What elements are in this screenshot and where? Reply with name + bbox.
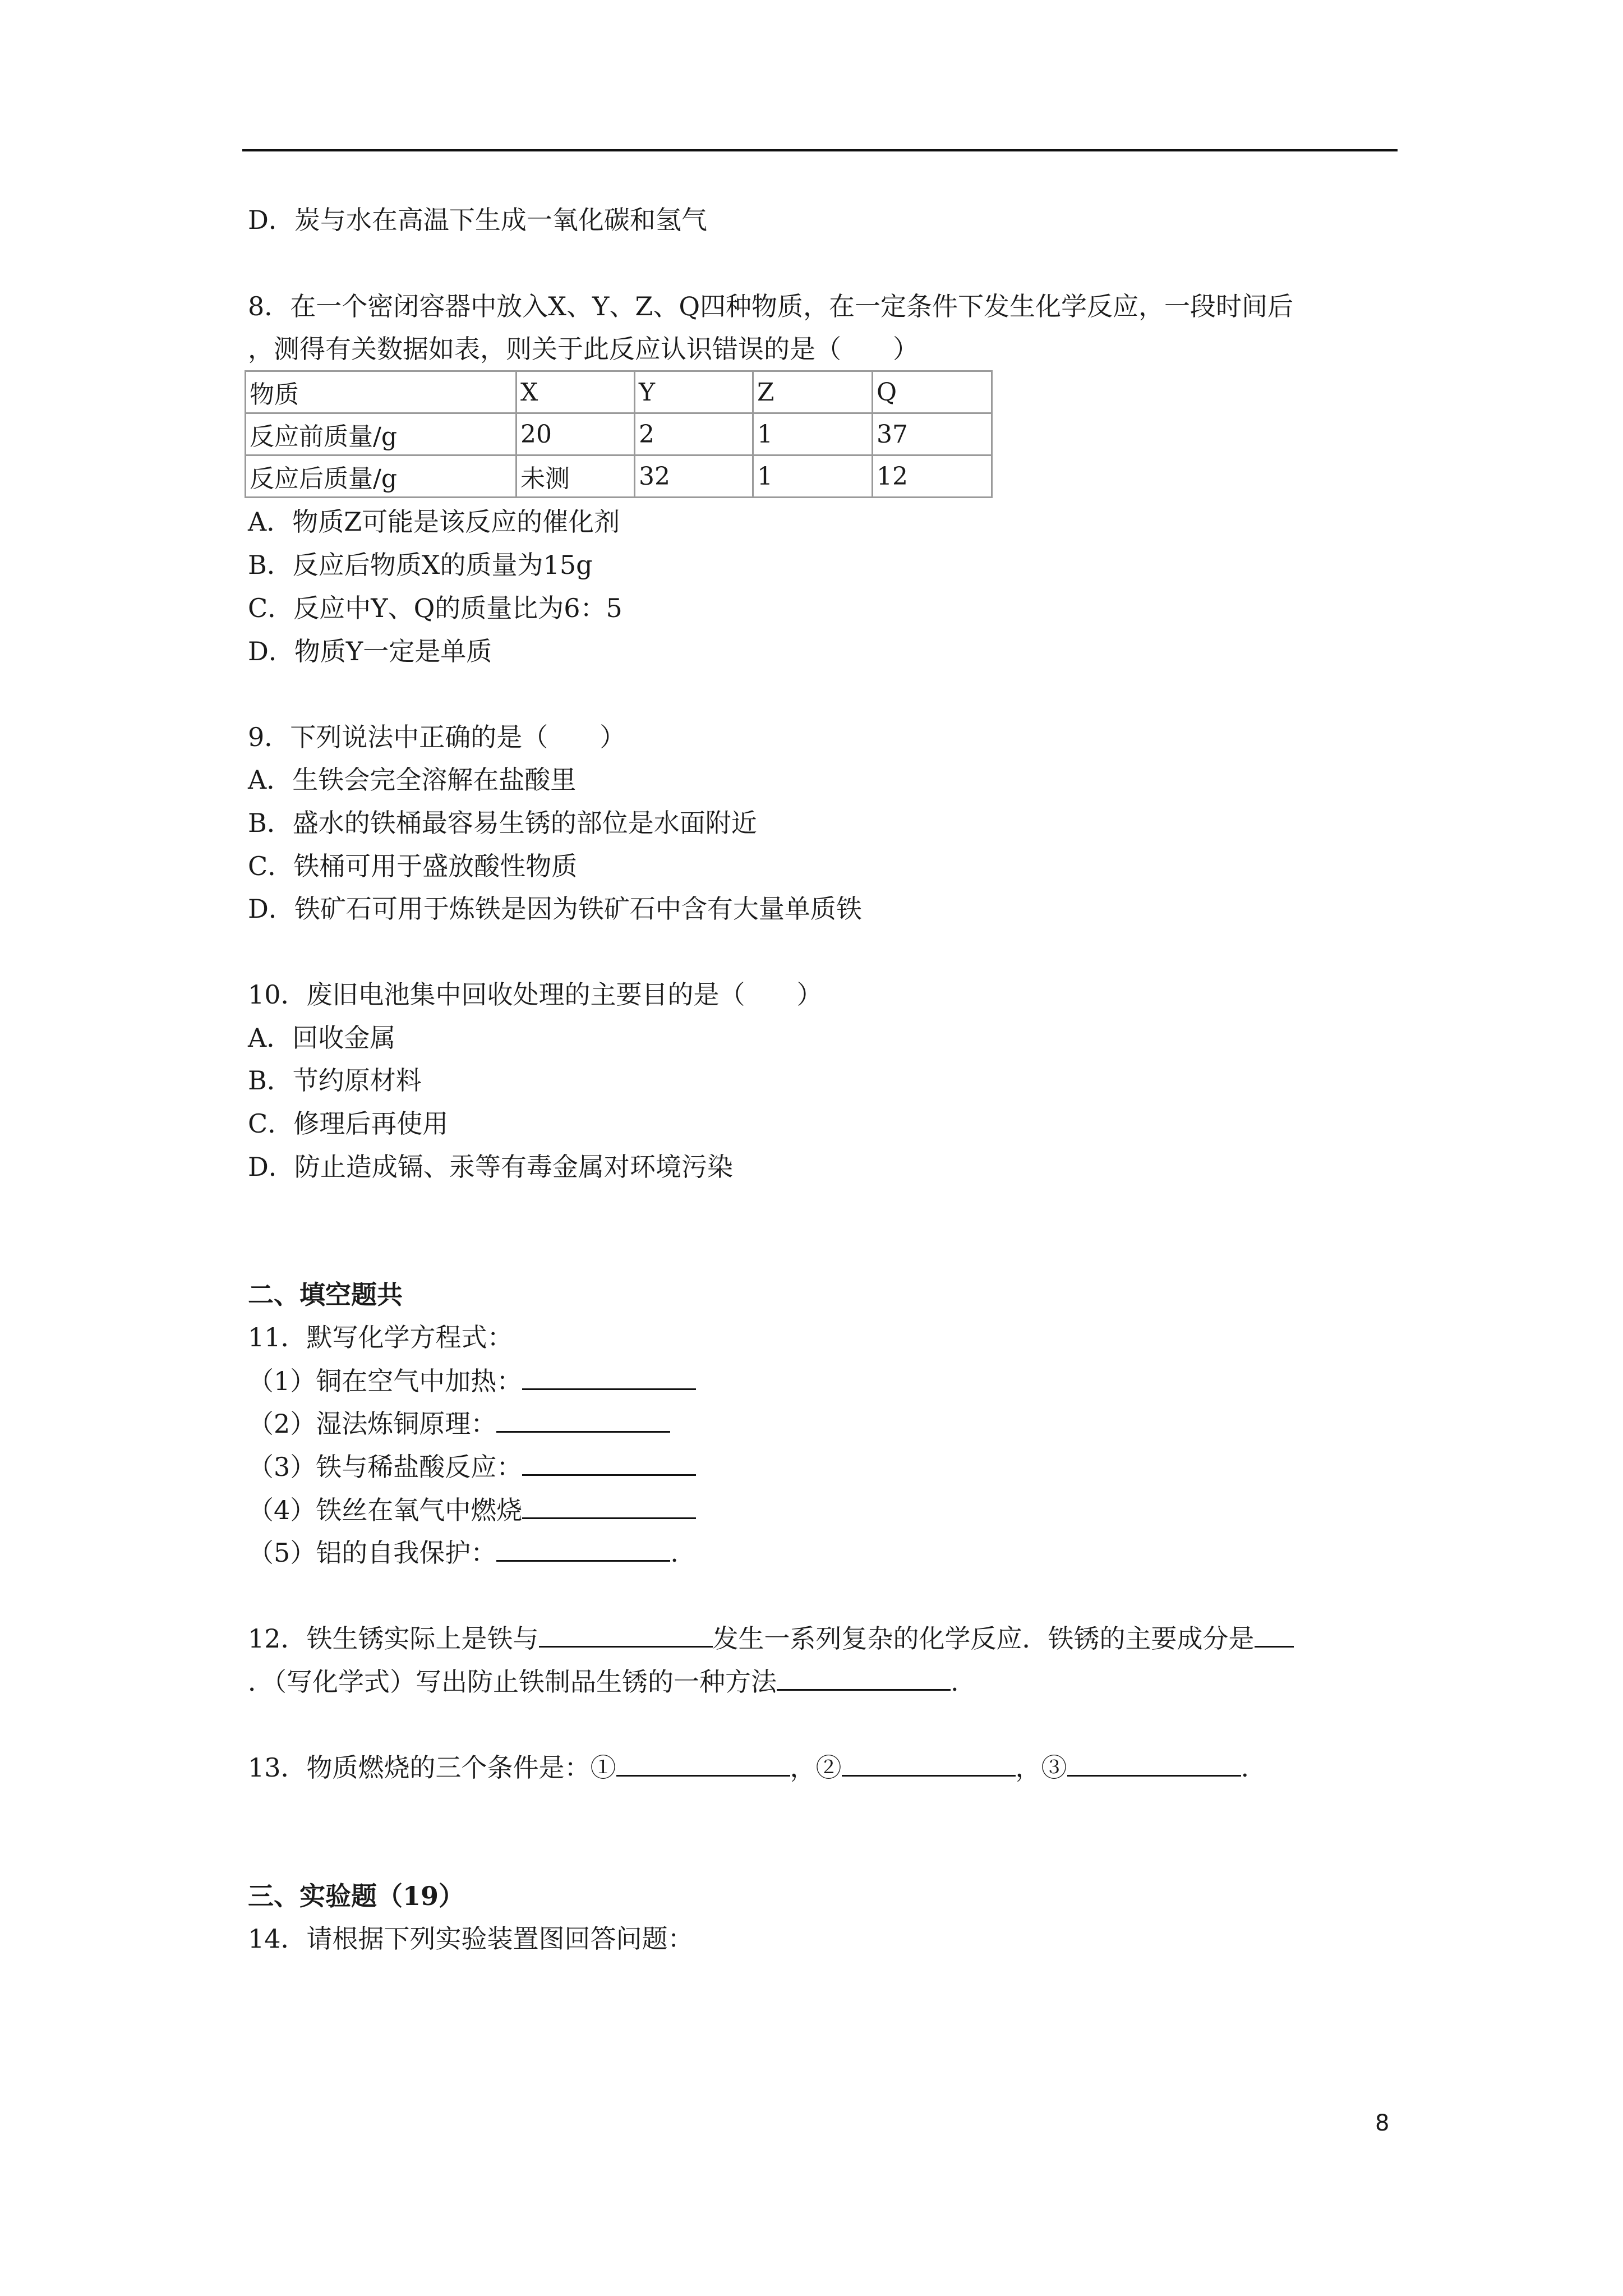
- q11-item-label: （3）铁与稀盐酸反应：: [248, 1452, 523, 1482]
- answer-blank[interactable]: [522, 1493, 696, 1519]
- table-cell: 反应前质量/g: [246, 413, 517, 455]
- q11-item-2: [248, 1406, 670, 1441]
- table-cell: 未测: [517, 455, 635, 498]
- answer-blank[interactable]: [539, 1621, 713, 1648]
- table-cell: 20: [517, 413, 635, 455]
- table-header-cell: 物质: [246, 371, 517, 413]
- table-cell: 12: [873, 455, 992, 498]
- q13-separator: ，②: [790, 1752, 842, 1783]
- q12-line2: [248, 1664, 959, 1699]
- q12-text-part2: 发生一系列复杂的化学反应．铁锈的主要成分是: [712, 1623, 1255, 1654]
- table-cell: 1: [753, 455, 873, 498]
- q8-option-d: D．物质Y一定是单质: [248, 636, 492, 666]
- table-header-cell: Z: [753, 371, 873, 413]
- answer-blank[interactable]: [496, 1406, 670, 1433]
- table-cell: 37: [873, 413, 992, 455]
- table-row: [246, 413, 992, 455]
- answer-blank[interactable]: [496, 1535, 670, 1562]
- period: .: [1241, 1752, 1249, 1783]
- q8-data-table: [245, 370, 993, 498]
- period: .: [670, 1538, 679, 1568]
- q9-option-b: B．盛水的铁桶最容易生锈的部位是水面附近: [248, 808, 757, 838]
- table-header-cell: Y: [635, 371, 753, 413]
- period: .: [951, 1667, 959, 1697]
- answer-blank[interactable]: [616, 1750, 790, 1777]
- answer-blank[interactable]: [1255, 1621, 1294, 1648]
- q11-item-5: [248, 1535, 679, 1570]
- table-header-row: [246, 371, 992, 413]
- q13-line: [248, 1750, 1249, 1784]
- q7-option-d: D．炭与水在高温下生成一氧化碳和氢气: [248, 205, 707, 235]
- q10-option-c: C．修理后再使用: [248, 1108, 449, 1139]
- q11-item-3: [248, 1450, 696, 1484]
- q11-item-label: （5）铝的自我保护：: [248, 1538, 497, 1568]
- q9-option-d: D．铁矿石可用于炼铁是因为铁矿石中含有大量单质铁: [248, 894, 862, 924]
- q12-text-part1: 12．铁生锈实际上是铁与: [248, 1623, 539, 1654]
- answer-blank[interactable]: [842, 1750, 1016, 1777]
- table-cell: 1: [753, 413, 873, 455]
- q9-option-a: A．生铁会完全溶解在盐酸里: [248, 765, 577, 795]
- q11-item-4: [248, 1493, 696, 1527]
- q8-stem-line2: ，测得有关数据如表，则关于此反应认识错误的是（ ）: [248, 334, 919, 364]
- q10-stem: 10．废旧电池集中回收处理的主要目的是（ ）: [248, 979, 823, 1010]
- q10-option-b: B．节约原材料: [248, 1065, 422, 1096]
- q13-separator: ，③: [1015, 1752, 1067, 1783]
- table-cell: 2: [635, 413, 753, 455]
- q8-option-c: C．反应中Y、Q的质量比为6：5: [248, 593, 623, 623]
- answer-blank[interactable]: [522, 1450, 696, 1476]
- q9-option-c: C．铁桶可用于盛放酸性物质: [248, 851, 578, 881]
- q14-stem: 14．请根据下列实验装置图回答问题：: [248, 1924, 694, 1954]
- header-rule: [242, 149, 1398, 151]
- q10-option-d: D．防止造成镉、汞等有毒金属对环境污染: [248, 1152, 733, 1182]
- q11-item-label: （4）铁丝在氧气中燃烧: [248, 1495, 523, 1525]
- answer-blank[interactable]: [522, 1364, 696, 1390]
- q11-item-label: （2）湿法炼铜原理：: [248, 1409, 497, 1439]
- page-number: 8: [1375, 2110, 1390, 2136]
- q8-option-b: B．反应后物质X的质量为15g: [248, 550, 593, 580]
- section-2-heading: 二、填空题共: [248, 1280, 403, 1310]
- table-header-cell: Q: [873, 371, 992, 413]
- q11-item-1: [248, 1364, 696, 1398]
- answer-blank[interactable]: [777, 1664, 951, 1691]
- answer-blank[interactable]: [1067, 1750, 1241, 1777]
- q11-stem: 11．默写化学方程式：: [248, 1322, 513, 1352]
- table-row: [246, 455, 992, 498]
- q8-stem-line1: 8．在一个密闭容器中放入X、Y、Z、Q四种物质，在一定条件下发生化学反应，一段时间后: [248, 291, 1294, 321]
- q8-option-a: A．物质Z可能是该反应的催化剂: [248, 507, 620, 537]
- q11-item-label: （1）铜在空气中加热：: [248, 1366, 523, 1396]
- section-3-heading: 三、实验题（19）: [248, 1881, 465, 1911]
- table-cell: 32: [635, 455, 753, 498]
- q10-option-a: A．回收金属: [248, 1023, 396, 1053]
- q12-text-part3: ．（写化学式）写出防止铁制品生锈的一种方法: [248, 1667, 777, 1697]
- table-cell: 反应后质量/g: [246, 455, 517, 498]
- q12-line1: [248, 1621, 1294, 1655]
- q13-stem: 13．物质燃烧的三个条件是：①: [248, 1752, 616, 1783]
- q9-stem: 9．下列说法中正确的是（ ）: [248, 722, 626, 752]
- table-header-cell: X: [517, 371, 635, 413]
